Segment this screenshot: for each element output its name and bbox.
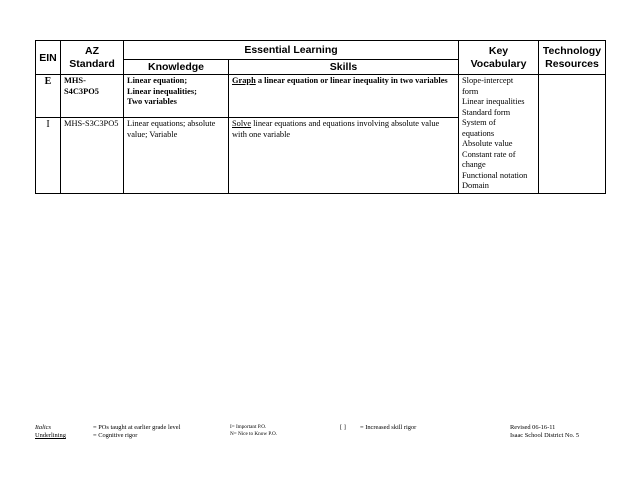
standard-cell: MHS-S4C3PO5: [61, 75, 124, 118]
curriculum-table: [35, 40, 606, 194]
legend-bracket-value: = Increased skill rigor: [360, 424, 417, 431]
school-district: Isaac School District No. 5: [510, 432, 580, 439]
vocabulary-cell: Slope-intercept form Linear inequalities Standard form System of equations Absolute value Constant rate of change Functional notation Domain: [459, 75, 539, 194]
legend-bracket-key: [ ]: [340, 424, 346, 431]
ein-cell: E: [36, 75, 61, 118]
legend-important: I= Important P.O.: [230, 424, 267, 430]
header-ein: EIN: [36, 41, 61, 75]
header-az-standard: AZ Standard: [61, 41, 124, 75]
skills-cell: Solve linear equations and equations involving absolute value with one variable: [229, 118, 459, 193]
ein-cell: I: [36, 118, 61, 193]
header-key-vocabulary: Key Vocabulary: [459, 41, 539, 75]
knowledge-cell: Linear equations; absolute value; Variable: [124, 118, 229, 193]
table-row: [36, 75, 606, 118]
revised-date: Revised 06-16-11: [510, 424, 556, 431]
header-skills: Skills: [229, 60, 459, 75]
legend-underline-key: Underlining: [35, 432, 66, 439]
knowledge-cell: Linear equation; Linear inequalities; Two variables: [124, 75, 229, 118]
header-essential-learning: Essential Learning: [124, 41, 459, 60]
legend-nice-to-know: N= Nice to Know P.O.: [230, 431, 278, 437]
technology-cell: [539, 75, 606, 194]
legend-italics-value: = POs taught at earlier grade level: [93, 424, 181, 431]
standard-cell: MHS-S3C3PO5: [61, 118, 124, 193]
header-technology-resources: Technology Resources: [539, 41, 606, 75]
legend-underline-value: = Cognitive rigor: [93, 432, 138, 439]
legend-italics-key: Italics: [35, 424, 51, 431]
skills-cell: Graph a linear equation or linear inequality in two variables: [229, 75, 459, 118]
header-knowledge: Knowledge: [124, 60, 229, 75]
